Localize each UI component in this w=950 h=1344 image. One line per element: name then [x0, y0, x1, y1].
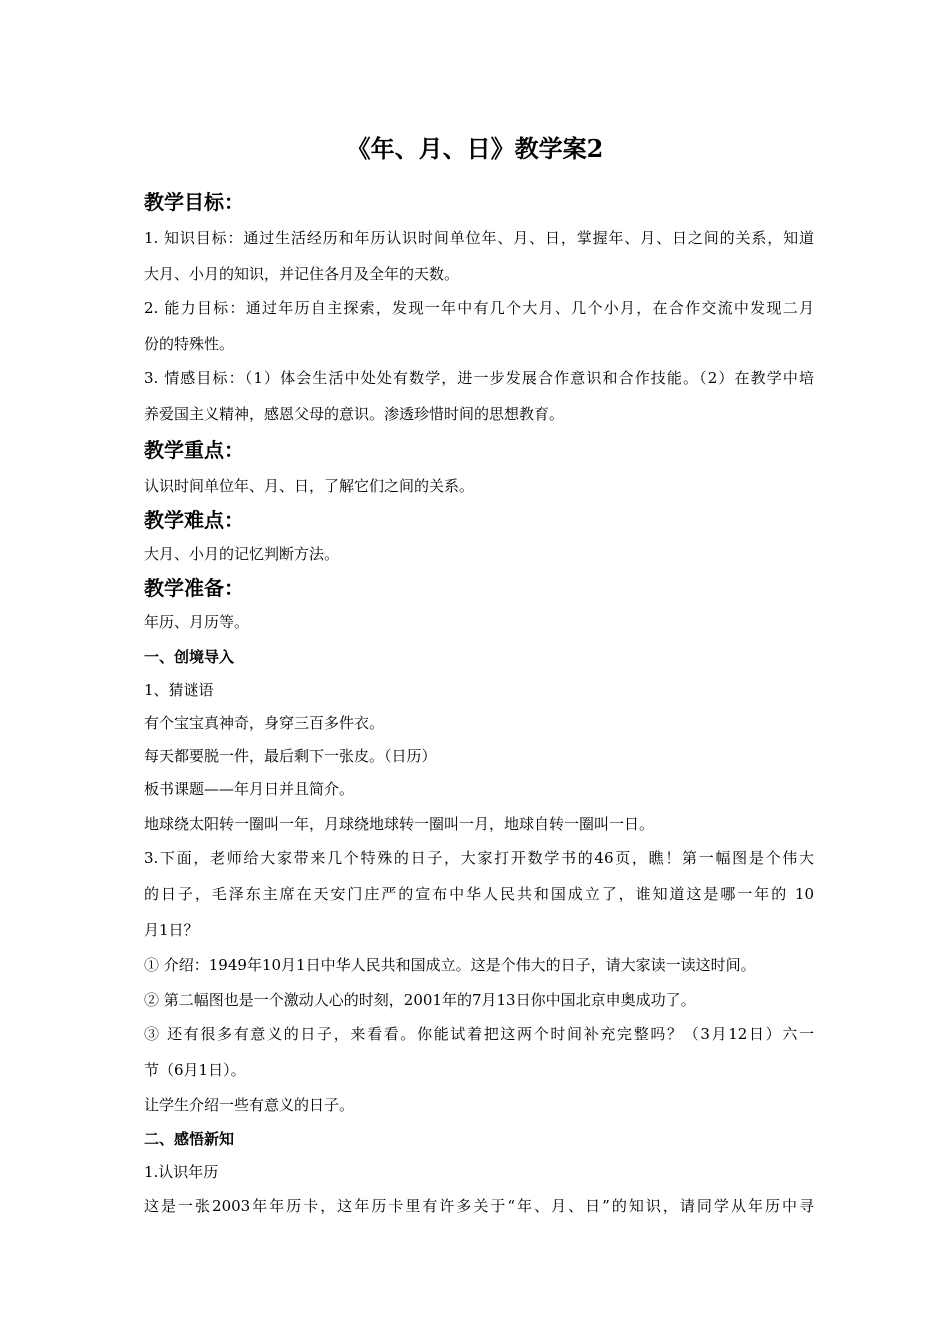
calendar-label: 1.认识年历: [144, 1163, 219, 1181]
riddle-line-1: 有个宝宝真神奇，身穿三百多件衣。: [144, 714, 385, 732]
goal-3-line-1: 3. 情感目标：（1）体会生活中处处有数学，进一步发展合作意识和合作技能。（2）在教学中培: [144, 369, 814, 387]
preparation-heading: 教学准备：: [144, 576, 244, 600]
difficulty-text: 大月、小月的记忆判断方法。: [144, 545, 340, 563]
riddle-label: 1、猜谜语: [144, 681, 214, 699]
earth-text: 地球绕太阳转一圈叫一年，月球绕地球转一圈叫一月，地球自转一圈叫一日。: [144, 815, 655, 833]
circle-item-3-line-1: ③ 还有很多有意义的日子，来看看。你能试着把这两个时间补充完整吗？（3月12日）六一: [144, 1025, 814, 1043]
goal-1-line-1: 1. 知识目标：通过生活经历和年历认识时间单位年、月、日，掌握年、月、日之间的关系，知道: [144, 229, 814, 247]
paragraph-3-line-1: 3.下面，老师给大家带来几个特殊的日子，大家打开数学书的46页，瞧！第一幅图是个伟大: [144, 849, 814, 867]
part-2-heading: 二、感悟新知: [144, 1130, 235, 1148]
circle-item-3-line-2: 节（6月1日）。: [144, 1061, 246, 1079]
difficulty-heading: 教学难点：: [144, 508, 244, 532]
key-points-text: 认识时间单位年、月、日，了解它们之间的关系。: [144, 477, 475, 495]
preparation-text: 年历、月历等。: [144, 613, 250, 631]
circle-item-2: ② 第二幅图也是一个激动人心的时刻，2001年的7月13日你中国北京申奥成功了。: [144, 991, 696, 1009]
calendar-line-1: 这是一张2003年年历卡，这年历卡里有许多关于“年、月、日”的知识，请同学从年历中寻: [144, 1197, 814, 1215]
goals-heading: 教学目标：: [144, 190, 244, 214]
goal-2-line-1: 2. 能力目标：通过年历自主探索，发现一年中有几个大月、几个小月，在合作交流中发现二月: [144, 299, 814, 317]
key-points-heading: 教学重点：: [144, 438, 244, 462]
document-title: 《年、月、日》教学案2: [346, 134, 604, 163]
students-text: 让学生介绍一些有意义的日子。: [144, 1096, 355, 1114]
paragraph-3-line-2: 的日子，毛泽东主席在天安门庄严的宣布中华人民共和国成立了，谁知道这是哪一年的 10: [144, 885, 814, 903]
circle-item-1: ① 介绍：1949年10月1日中华人民共和国成立。这是个伟大的日子，请大家读一读这时间。: [144, 956, 756, 974]
riddle-line-2: 每天都要脱一件，最后剩下一张皮。（日历）: [144, 747, 437, 765]
part-1-heading: 一、创境导入: [144, 648, 235, 666]
goal-2-line-2: 份的特殊性。: [144, 335, 235, 353]
goal-1-line-2: 大月、小月的知识，并记住各月及全年的天数。: [144, 265, 460, 283]
paragraph-3-line-3: 月1日？: [144, 921, 199, 939]
board-title: 板书课题——年月日并且简介。: [144, 780, 355, 798]
goal-3-line-2: 养爱国主义精神，感恩父母的意识。渗透珍惜时间的思想教育。: [144, 405, 565, 423]
